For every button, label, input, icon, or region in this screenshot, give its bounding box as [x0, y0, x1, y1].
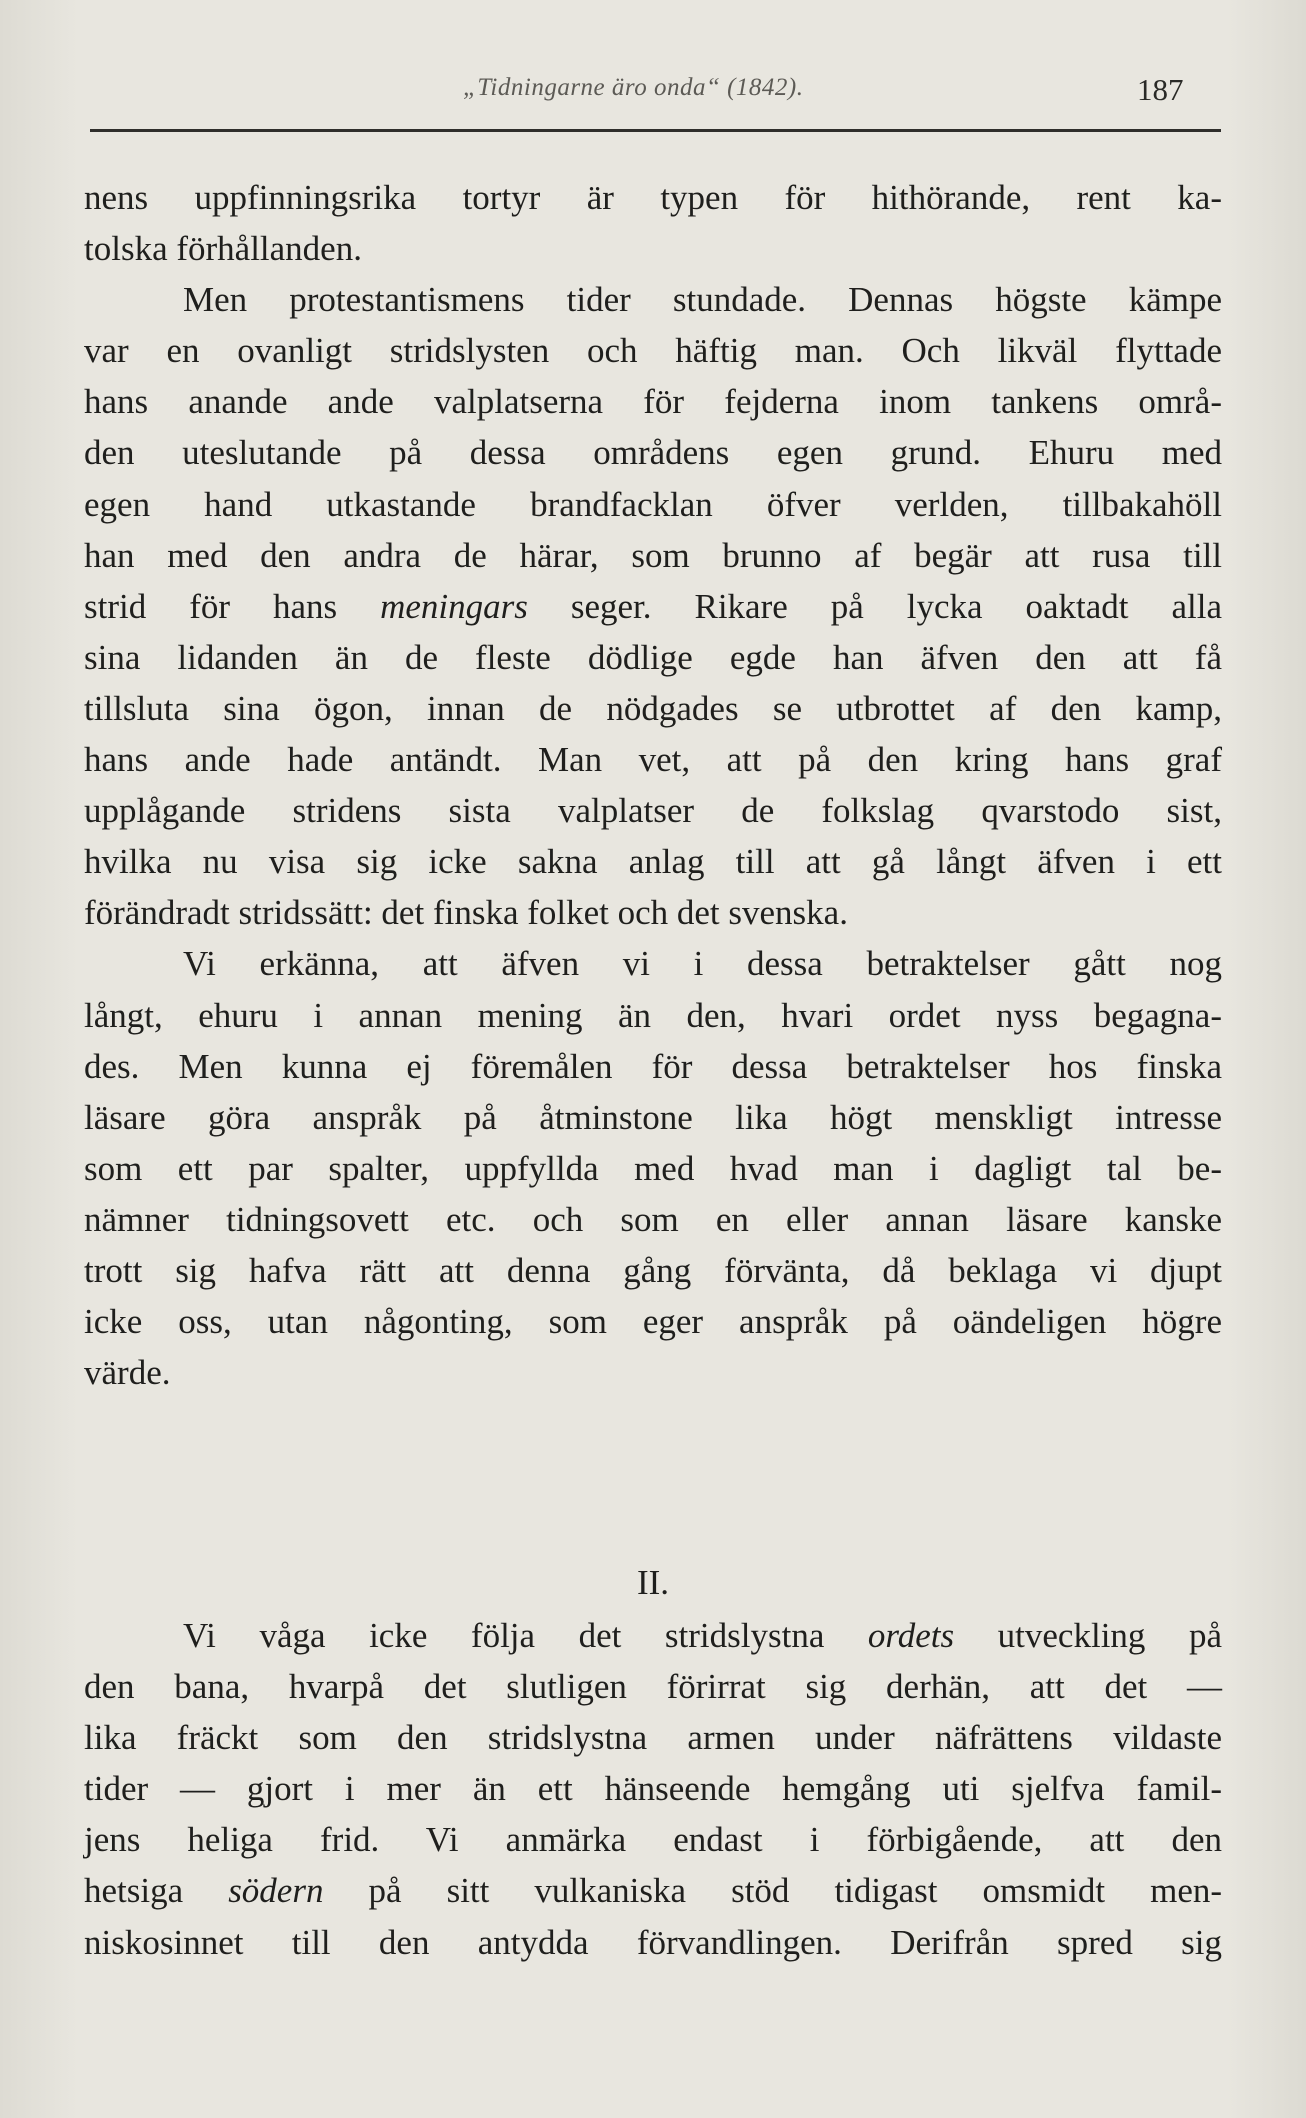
- text-line: trott sig hafva rätt att denna gång förvänta, då beklaga vi djupt: [84, 1250, 1222, 1290]
- text-line: tillsluta sina ögon, innan de nödgades se utbrottet af den kamp,: [84, 688, 1222, 728]
- text-run: utveckling på: [954, 1616, 1223, 1655]
- text-line: hvilka nu visa sig icke sakna anlag till att gå långt äfven i ett: [84, 842, 1222, 882]
- paragraph-start-line: [84, 1610, 1222, 1661]
- text-line: som ett par spalter, uppfyllda med hvad man i dagligt tal be-: [84, 1148, 1222, 1188]
- text-line: icke oss, utan någonting, som eger anspråk på oändeligen högre: [84, 1302, 1222, 1342]
- text-line: niskosinnet till den antydda förvandlingen. Derifrån spred sig: [84, 1922, 1222, 1962]
- text-run: Vi våga icke följa det stridslystna: [183, 1616, 868, 1655]
- text-line: upplågande stridens sista valplatser de folkslag qvarstodo sist,: [84, 791, 1222, 831]
- paragraph-start-line: Vi erkänna, att äfven vi i dessa betraktelser gått nog: [183, 944, 1222, 984]
- paragraph-start-line: Men protestantismens tider stundade. Dennas högste kämpe: [183, 280, 1222, 320]
- text-line: förändradt stridssätt: det finska folket och det svenska.: [84, 893, 848, 933]
- text-line: egen hand utkastande brandfacklan öfver verlden, tillbakahöll: [84, 484, 1222, 524]
- text-line: [84, 1865, 1222, 1916]
- header-rule: [90, 129, 1221, 132]
- page-number: 187: [1137, 72, 1184, 107]
- text-line: var en ovanligt stridslysten och häftig man. Och likväl flyttade: [84, 331, 1222, 371]
- text-line: han med den andra de härar, som brunno af begär att rusa till: [84, 535, 1222, 575]
- text-line: den uteslutande på dessa områdens egen grund. Ehuru med: [84, 433, 1222, 473]
- section-two-text: [84, 1610, 1222, 1968]
- text-line: läsare göra anspråk på åtminstone lika högt menskligt intresse: [84, 1097, 1222, 1137]
- text-line: den bana, hvarpå det slutligen förirrat sig derhän, att det —: [84, 1667, 1222, 1707]
- emphasized-word: meningars: [380, 586, 528, 626]
- text-line: nämner tidningsovett etc. och som en eller annan läsare kanske: [84, 1199, 1222, 1239]
- text-line: jens heliga frid. Vi anmärka endast i förbigående, att den: [84, 1820, 1222, 1860]
- text-line: lika fräckt som den stridslystna armen under näfrättens vildaste: [84, 1718, 1222, 1758]
- text-line: nens uppfinningsrika tortyr är typen för hithörande, rent ka-: [84, 178, 1222, 217]
- text-line: långt, ehuru i annan mening än den, hvari ordet nyss begagna-: [84, 995, 1222, 1035]
- section-heading: II.: [636, 1563, 670, 1602]
- text-run: hetsiga: [84, 1871, 229, 1911]
- text-line: des. Men kunna ej föremålen för dessa betraktelser hos finska: [84, 1046, 1222, 1086]
- text-line: tolska förhållanden.: [84, 229, 362, 269]
- text-run: strid för hans: [84, 586, 381, 626]
- text-line: [84, 581, 1222, 632]
- emphasized-word: ordets: [867, 1616, 955, 1655]
- text-run: på sitt vulkaniska stöd tidigast omsmidt men-: [323, 1871, 1223, 1911]
- section-one-text: [84, 172, 1222, 1398]
- text-line: hans ande hade antändt. Man vet, att på den kring hans graf: [84, 740, 1222, 780]
- text-line: sina lidanden än de fleste dödlige egde han äfven den att få: [84, 637, 1222, 677]
- running-head: „Tidningarne äro onda“ (1842).: [463, 74, 804, 101]
- text-run: seger. Rikare på lycka oaktadt alla: [527, 586, 1222, 626]
- text-line: hans anande ande valplatserna för fejderna inom tankens områ-: [84, 382, 1222, 422]
- text-line: värde.: [84, 1353, 171, 1393]
- emphasized-word: södern: [228, 1871, 324, 1911]
- text-line: tider — gjort i mer än ett hänseende hemgång uti sjelfva famil-: [84, 1769, 1222, 1809]
